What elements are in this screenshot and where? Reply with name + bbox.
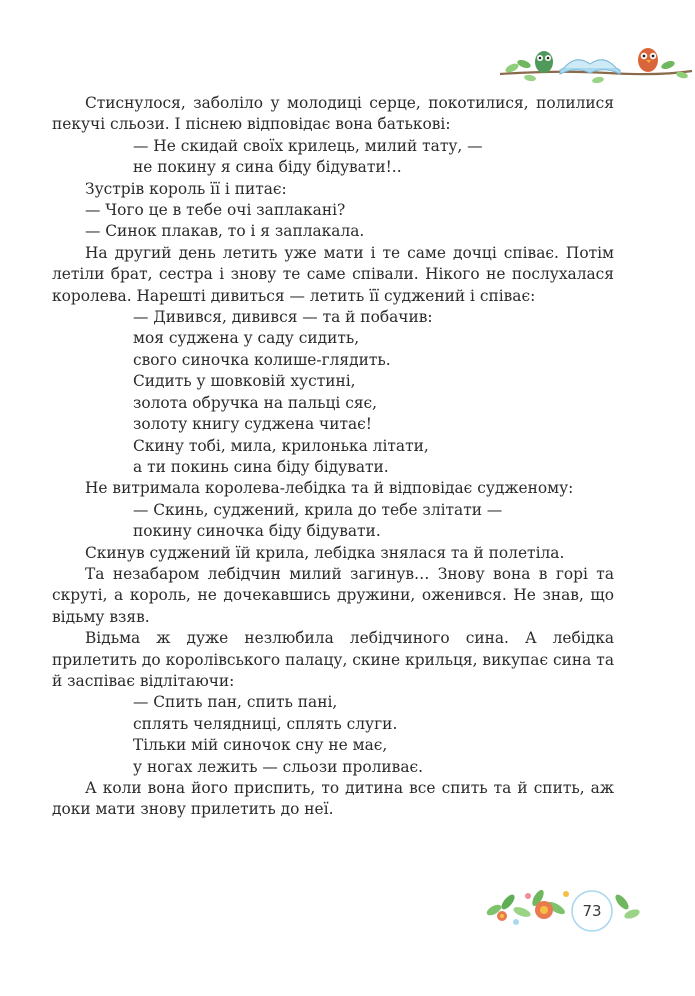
dialogue-line: — Синок плакав, то і я заплакала. bbox=[85, 222, 365, 241]
verse-line: а ти покинь сина біду бідувати. bbox=[133, 457, 389, 476]
page-number: 73 bbox=[582, 902, 602, 920]
verse-line: Тільки мій синочок сну не має, bbox=[133, 736, 388, 755]
verse-line: Сидить у шовковій хустині, bbox=[133, 372, 356, 391]
verse-line: — Скинь, суджений, крила до тебе злітати — bbox=[133, 500, 503, 519]
paragraph: Скинув суджений їй крила, лебідка знялася та й полетіла. bbox=[85, 543, 565, 562]
dialogue-line: — Чого це в тебе очі заплакані? bbox=[85, 201, 346, 220]
dialogue-line: Зустрів король її і питає: bbox=[85, 179, 287, 198]
paragraph: Відьма ж дуже незлюбила лебідчиного сина. А лебідка прилетить до королівського палацу, скине крильця, викупає сина та й заспіває відлітаючи: bbox=[52, 629, 614, 690]
paragraph: Стиснулося, заболіло у молодиці серце, покотилися, полилися пекучі сльози. І піснею відповідає вона батькові: bbox=[52, 94, 614, 134]
paragraph: Не витримала королева-лебідка та й відповідає судженому: bbox=[85, 479, 574, 498]
paragraph: На другий день летить уже мати і те саме дочці співає. Потім летіли брат, сестра і знову те саме співали. Нікого не послухалася королева. Нарешті дивиться — летить її суджений і співає: bbox=[52, 243, 614, 305]
story-text bbox=[52, 93, 614, 821]
verse-line: у ногах лежить — сльози проливає. bbox=[133, 757, 424, 776]
verse-line: моя суджена у саду сидить, bbox=[133, 329, 360, 348]
paragraph: Та незабаром лебідчин милий загинув… Знову вона в горі та скруті, а король, не дочекавшись дружини, оженився. Не знав, що відьму взяв. bbox=[52, 564, 614, 626]
verse-line: покину синочка біду бідувати. bbox=[133, 522, 381, 541]
verse-line: Скину тобі, мила, крилонька літати, bbox=[133, 436, 429, 455]
verse-line: золоту книгу суджена читає! bbox=[133, 415, 372, 434]
verse-line: свого синочка колише-глядить. bbox=[133, 350, 391, 369]
verse-line: не покину я сина біду бідувати!.. bbox=[133, 158, 402, 177]
branch-owls-book-illustration bbox=[498, 40, 694, 86]
verse-line: — Спить пан, спить пані, bbox=[133, 693, 338, 712]
verse-line: — Не скидай своїх крилець, милий тату, — bbox=[133, 136, 483, 155]
flowers-leaves-illustration bbox=[482, 872, 642, 932]
verse-line: сплять челядниці, сплять слуги. bbox=[133, 714, 398, 733]
verse-line: золота обручка на пальці сяє, bbox=[133, 393, 378, 412]
paragraph: А коли вона його приспить, то дитина все спить та й спить, аж доки мати знову прилетить до неї. bbox=[52, 779, 614, 819]
verse-line: — Дивився, дивився — та й побачив: bbox=[133, 308, 433, 327]
